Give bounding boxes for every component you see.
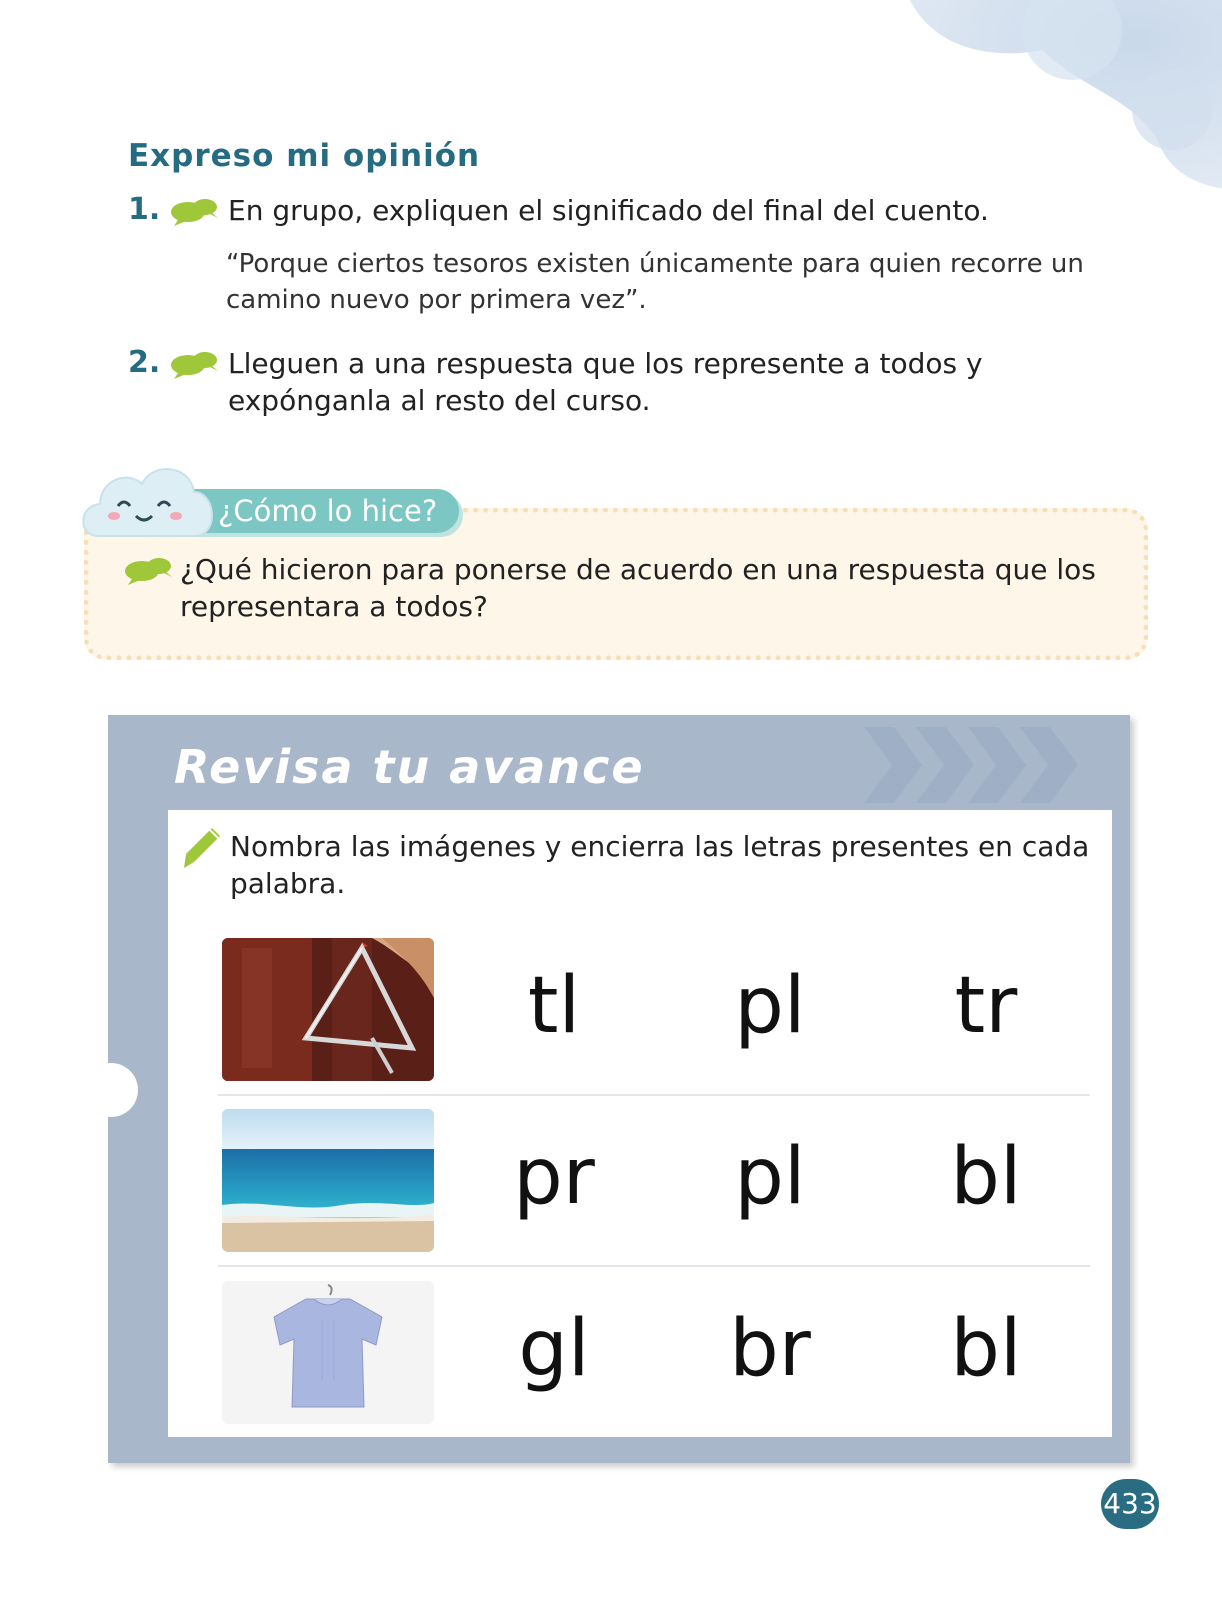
triangle-instrument-image xyxy=(222,938,434,1081)
review-panel-notch xyxy=(84,1063,138,1117)
activity-2 xyxy=(128,345,1128,425)
letter-option[interactable]: bl xyxy=(950,1132,1022,1222)
word-row xyxy=(222,1109,1090,1269)
section-title: Expreso mi opinión xyxy=(128,138,481,174)
corner-cloud-decoration xyxy=(842,0,1222,200)
letter-option[interactable]: pr xyxy=(513,1132,595,1222)
speech-bubbles-icon xyxy=(124,555,174,585)
letter-option[interactable]: tl xyxy=(527,961,581,1051)
word-row xyxy=(222,1281,1090,1441)
review-instruction: Nombra las imágenes y encierra las letras presentes en cada palabra. xyxy=(230,830,1090,900)
review-title: Revisa tu avance xyxy=(174,740,645,794)
story-quote: “Porque ciertos tesoros existen únicamente para quien recorre un camino nuevo por primera vez”. xyxy=(226,249,1084,315)
letter-option[interactable]: pl xyxy=(734,961,806,1051)
speech-bubbles-icon xyxy=(170,196,220,226)
reflection-question: ¿Qué hicieron para ponerse de acuerdo en una respuesta que los representara a todos? xyxy=(180,553,1096,623)
activity-text: En grupo, expliquen el significado del final del cuento. xyxy=(228,194,989,227)
activity-number: 2. xyxy=(128,345,161,380)
letter-option[interactable]: bl xyxy=(950,1304,1022,1394)
blouse-image xyxy=(222,1281,434,1424)
letter-option[interactable]: gl xyxy=(518,1304,590,1394)
speech-bubbles-icon xyxy=(170,349,220,379)
letter-option[interactable]: br xyxy=(729,1304,811,1394)
pencil-icon xyxy=(182,826,222,870)
word-row xyxy=(222,938,1090,1098)
reflection-tab xyxy=(186,489,459,533)
chevrons-decoration xyxy=(864,727,1080,803)
beach-image xyxy=(222,1109,434,1252)
page-number: 433 xyxy=(1101,1479,1159,1529)
activity-1 xyxy=(128,192,1128,232)
row-divider xyxy=(218,1265,1090,1267)
activity-number: 1. xyxy=(128,192,161,227)
row-divider xyxy=(218,1094,1090,1096)
smiling-cloud-icon xyxy=(78,458,218,548)
reflection-tab-label: ¿Cómo lo hice? xyxy=(218,494,438,528)
letter-option[interactable]: pl xyxy=(734,1132,806,1222)
activity-text: Lleguen a una respuesta que los represente a todos y expónganla al resto del curso. xyxy=(228,347,983,417)
letter-option[interactable]: tr xyxy=(954,961,1018,1051)
